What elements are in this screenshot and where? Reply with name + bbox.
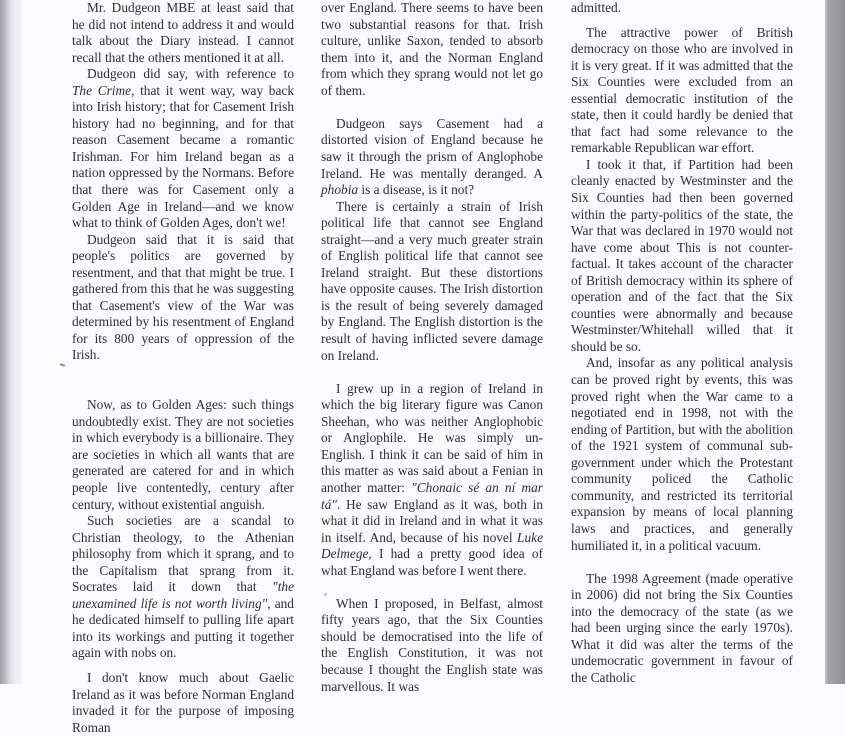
paragraph: Dudgeon did say, with reference to The Crime, that it went way, way back into Irish history; that for Casement Irish history had no beginning, and for that reason Casement became a romantic Irishman. For him Ireland began as a nation oppressed by the Normans. Before that there was for Casement only a Golden Age in Ireland—and we know what to think of Golden Ages, don't we! [72, 66, 294, 231]
paragraph: When I proposed, in Belfast, almost fifty years ago, that the Six Counties should be democratised into the life of the English Constitution, it was not because I thought the English state was marvellous. It was [321, 595, 543, 694]
paragraph: admitted. [571, 0, 622, 15]
paragraph: Such societies are a scandal to Christian theology, to the Athenian philosophy from which it sprang, and to the Capitalism that sprang from it. Socrates laid it down that "the unexamined life is not worth living", and he dedicated himself to pulling life apart into its workings and putting it together again with nobs on. [72, 513, 294, 661]
paragraph: I took it that, if Partition had been cleanly enacted by Westminster and the Six Counties had then been governed within the party-politics of the state, the War that was declared in 1970 would not have come about This is not counter-factual. It takes account of the character of British democracy within its sphere of operation and of the fact that the Six counties were abnormally and because Westminster/Whitehall willed that it should be so. [571, 156, 793, 354]
page-right-shadow [825, 0, 845, 684]
text-column-2 [321, 0, 543, 695]
paragraph: Now, as to Golden Ages: such things undoubtedly exist. They are not societies in which everybody is a billionaire. They are societies in which all wants that are generated are catered for and in which people live contentedly, century after century, without existential anguish. [72, 397, 294, 512]
scan-speck [60, 363, 65, 367]
paragraph: Mr. Dudgeon MBE at least said that he did not intend to address it and would talk about the Diary instead. I cannot recall that the others mentioned it at all. [72, 0, 294, 65]
paragraph: over England. There seems to have been two substantial reasons for that. Irish culture, unlike Saxon, tended to absorb them into it, and the Norman England from which they sprang would not let go of them. [321, 0, 543, 98]
text-column-3 [571, 0, 793, 686]
paragraph: The 1998 Agreement (made operative in 2006) did not bring the Six Counties into the democracy of the state (as we had been urging since the early 1970s). What it did was alter the terms of the undemocratic government in favour of the Catholic [571, 570, 793, 685]
paragraph: And, insofar as any political analysis can be proved right by events, this was proved right when the War came to a negotiated end in 1998, not with the ending of Partition, but with the abolition of the 1921 system of communal sub-government under which the Protestant community policed the Catholic community, and restricted its territorial expansion by means of local planning laws and practices, and generally humiliated it, in a political vacuum. [571, 355, 793, 553]
page-binding-edge [0, 0, 22, 684]
text-column-1 [72, 0, 294, 736]
paragraph: The attractive power of British democracy on those who are involved in it is very great. If it was admitted that the Six Counties were excluded from an essential democratic institution of the state, then it could hardly be denied that that fact had some relevance to the remarkable Republican war effort. [571, 24, 793, 156]
paragraph: Dudgeon said that it is said that people's politics are governed by resentment, and that that might be true. I gathered from this that he was suggesting that Casement's view of the War was determined by his resentment of England for its 800 years of oppression of the Irish. [72, 231, 294, 363]
paragraph: There is certainly a strain of Irish political life that cannot see England straight—and a very much greater strain of English political life that cannot see Ireland straight. But these distortions have opposite causes. The Irish distortion is the result of being severely damaged by England. The English distortion is the result of having inflicted severe damage on Ireland. [321, 198, 543, 363]
paragraph: I grew up in a region of Ireland in which the big literary figure was Canon Sheehan, who was neither Anglophobic or Anglophile. He was simply un-English. I think it can be said of him in this matter as was said about a Fenian in another matter: "Chonaic sé an ní mar tá". He saw England as it was, both in what it did in Ireland and in what it was in itself. And, because of his novel Luke Delmege, I had a pretty good idea of what England was before I went there. [321, 380, 543, 578]
paragraph: I don't know much about Gaelic Ireland as it was before Norman England invaded it for the purpose of imposing Roman [72, 669, 294, 735]
paragraph: Dudgeon says Casement had a distorted vision of England because he saw it through the prism of Anglophobe Ireland. He was mentally deranged. A phobia is a disease, is it not? [321, 115, 543, 198]
